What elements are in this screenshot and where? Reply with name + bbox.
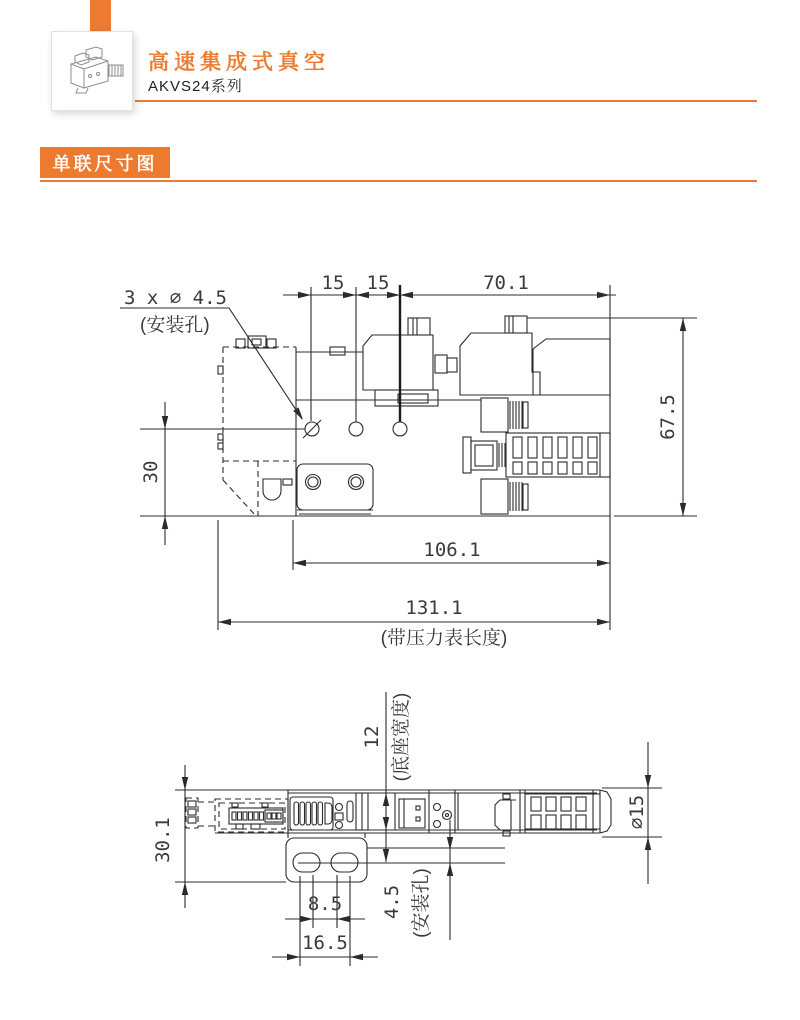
dim-16-5-label: 16.5 <box>302 932 348 954</box>
product-thumbnail-icon <box>56 36 128 106</box>
dim-12-label: 12 <box>361 725 383 749</box>
dim-8-5 <box>285 875 365 928</box>
dim-8-5-label: 8.5 <box>307 893 343 915</box>
plan-mounting-plate <box>286 833 505 882</box>
dim-67-5-label: 67.5 <box>657 394 679 440</box>
dim-131-1-note: (带压力表长度) <box>380 628 508 649</box>
series-subtitle: AKVS24系列 <box>148 78 243 95</box>
dim-12 <box>361 692 412 862</box>
dim-106-1 <box>293 520 610 570</box>
dim-70-1-label: 70.1 <box>483 272 529 294</box>
dim-15-left-label: 15 <box>321 272 345 294</box>
dim-12-note: (底座宽度) <box>391 692 412 782</box>
dim-30-label: 30 <box>140 460 162 484</box>
holes-leader-note <box>120 287 303 420</box>
dim-top-chain <box>283 272 616 630</box>
dim-30-1 <box>152 765 286 908</box>
dim-131-1-label: 131.1 <box>405 597 463 619</box>
dim-67-5 <box>527 318 697 516</box>
dim-131-1 <box>218 520 610 649</box>
holes-note-line1: 3 x ⌀ 4.5 <box>124 287 227 309</box>
plan-view-drawing <box>152 692 662 966</box>
product-thumbnail-card <box>51 31 133 111</box>
section-badge: 单联尺寸图 <box>40 147 170 178</box>
dim-4-5-note: (安装孔) <box>411 868 432 938</box>
dim-4-5 <box>381 820 453 940</box>
dim-106-1-label: 106.1 <box>423 539 481 561</box>
holes-note-line2: (安装孔) <box>140 315 210 336</box>
front-view-drawing <box>120 272 697 649</box>
ports-and-muffler <box>463 398 610 514</box>
mounting-bracket <box>297 464 373 514</box>
page-title: 高速集成式真空 <box>148 51 330 74</box>
dim-dia-15-label: ⌀15 <box>626 794 648 830</box>
gauge-dashed-outline <box>218 336 296 516</box>
dim-30-1-label: 30.1 <box>152 817 174 863</box>
dim-16-5 <box>272 876 378 966</box>
dim-4-5-label: 4.5 <box>381 884 403 920</box>
dim-15-right-label: 15 <box>366 272 390 294</box>
